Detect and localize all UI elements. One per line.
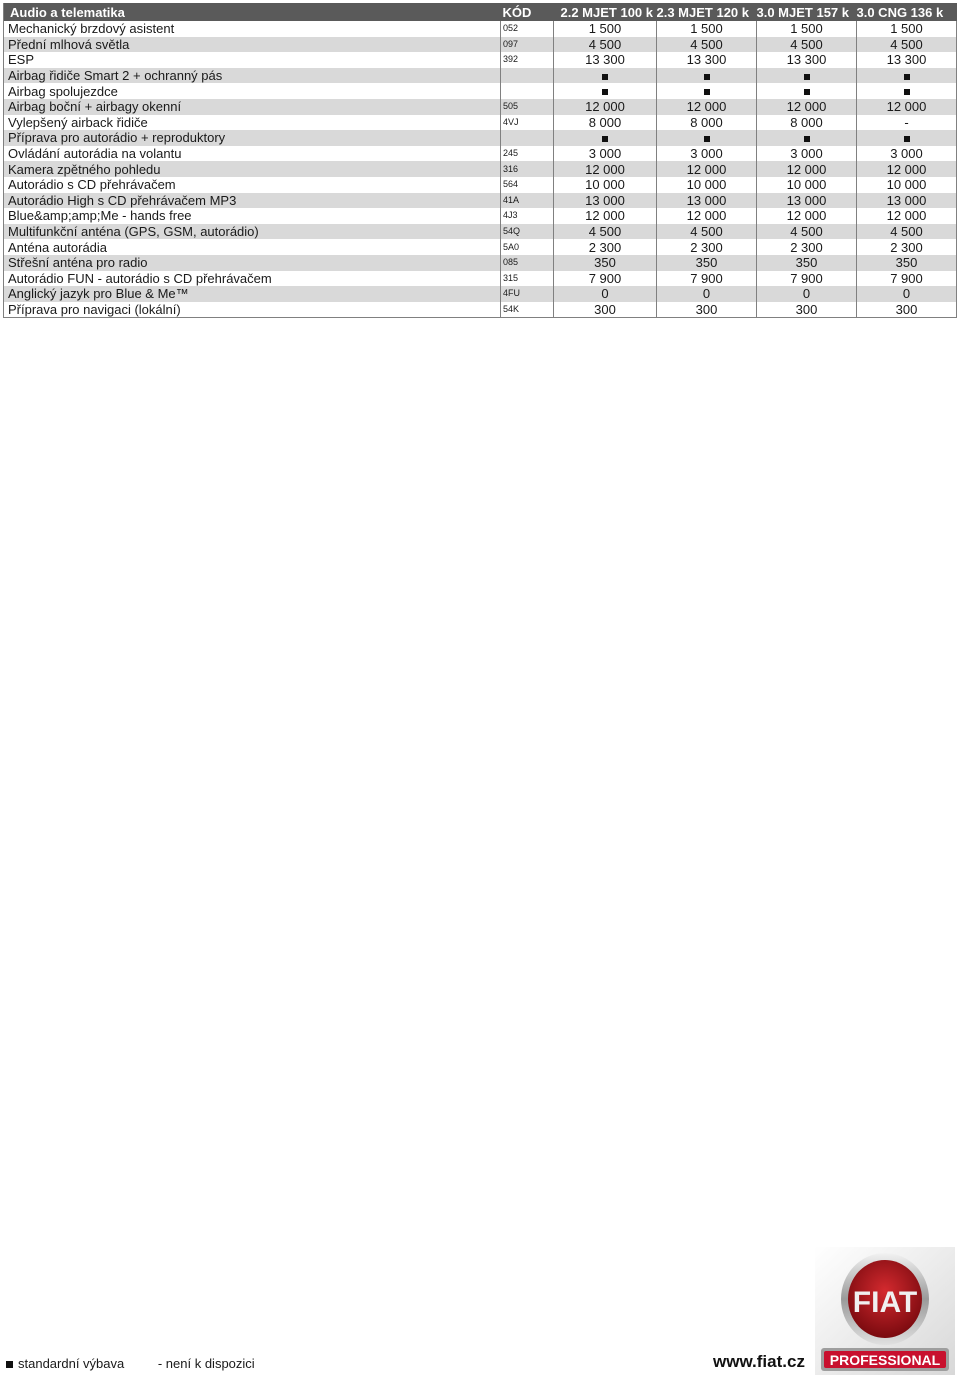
- price-cell: 12 000: [657, 99, 757, 115]
- price-cell: 300: [857, 302, 957, 318]
- row-item-code: 085: [501, 255, 554, 271]
- row-item-name: Autorádio High s CD přehrávačem MP3: [4, 193, 501, 209]
- row-item-code: 097: [501, 37, 554, 53]
- standard-marker-icon: [904, 74, 910, 80]
- header-code: KÓD: [501, 3, 554, 21]
- price-cell: 12 000: [757, 99, 857, 115]
- price-cell: -: [857, 115, 957, 131]
- standard-marker-icon: [602, 89, 608, 95]
- table-row: [4, 255, 957, 271]
- row-item-name: Příprava pro navigaci (lokální): [4, 302, 501, 318]
- row-item-code: 54K: [501, 302, 554, 318]
- row-item-code: 564: [501, 177, 554, 193]
- standard-equipment-cell: [857, 83, 957, 99]
- table-row: [4, 286, 957, 302]
- price-cell: 2 300: [857, 239, 957, 255]
- price-cell: 4 500: [857, 224, 957, 240]
- standard-marker-icon: [602, 74, 608, 80]
- standard-equipment-cell: [857, 130, 957, 146]
- row-item-name: Blue&amp;amp;Me - hands free: [4, 208, 501, 224]
- table-row: [4, 52, 957, 68]
- standard-equipment-cell: [657, 68, 757, 84]
- price-cell: 12 000: [554, 161, 657, 177]
- table-row: [4, 21, 957, 37]
- price-cell: 13 000: [757, 193, 857, 209]
- website-link[interactable]: www.fiat.cz: [713, 1352, 805, 1371]
- standard-equipment-cell: [657, 130, 757, 146]
- price-cell: 7 900: [657, 271, 757, 287]
- price-cell: 4 500: [757, 224, 857, 240]
- row-item-code: [501, 83, 554, 99]
- table-row: [4, 302, 957, 318]
- row-item-code: 392: [501, 52, 554, 68]
- table-row: [4, 146, 957, 162]
- standard-equipment-cell: [554, 83, 657, 99]
- table-row: [4, 208, 957, 224]
- price-cell: 0: [554, 286, 657, 302]
- price-cell: 2 300: [757, 239, 857, 255]
- price-cell: 2 300: [554, 239, 657, 255]
- row-item-name: Kamera zpětného pohledu: [4, 161, 501, 177]
- row-item-name: Anténa autorádia: [4, 239, 501, 255]
- table-row: [4, 239, 957, 255]
- price-cell: 13 000: [554, 193, 657, 209]
- price-cell: 3 000: [554, 146, 657, 162]
- price-cell: 3 000: [757, 146, 857, 162]
- header-engine-4: 3.0 CNG 136 k: [857, 3, 957, 21]
- price-cell: 7 900: [757, 271, 857, 287]
- table-row: [4, 115, 957, 131]
- price-cell: 12 000: [857, 161, 957, 177]
- price-cell: 300: [657, 302, 757, 318]
- row-item-code: 41A: [501, 193, 554, 209]
- table-row: [4, 193, 957, 209]
- fiat-professional-logo: [815, 1247, 955, 1375]
- price-cell: 350: [757, 255, 857, 271]
- standard-marker-icon: [704, 89, 710, 95]
- standard-equipment-cell: [554, 68, 657, 84]
- price-cell: 12 000: [554, 208, 657, 224]
- price-cell: 350: [657, 255, 757, 271]
- price-cell: 300: [757, 302, 857, 318]
- row-item-code: 052: [501, 21, 554, 37]
- price-table: [3, 3, 957, 318]
- table-row: [4, 177, 957, 193]
- legend-standard-label: standardní výbava: [18, 1355, 125, 1371]
- standard-equipment-cell: [757, 83, 857, 99]
- standard-equipment-cell: [857, 68, 957, 84]
- row-item-name: Autorádio s CD přehrávačem: [4, 177, 501, 193]
- price-cell: 8 000: [554, 115, 657, 131]
- price-cell: 0: [657, 286, 757, 302]
- row-item-name: Přední mlhová světla: [4, 37, 501, 53]
- legend-standard: [6, 1356, 124, 1372]
- header-engine-2: 2.3 MJET 120 k: [657, 3, 757, 21]
- price-cell: 13 300: [554, 52, 657, 68]
- price-cell: 3 000: [857, 146, 957, 162]
- price-cell: 8 000: [757, 115, 857, 131]
- legend-not-available: - není k dispozici: [157, 1355, 255, 1371]
- price-cell: 13 000: [857, 193, 957, 209]
- standard-equipment-cell: [657, 83, 757, 99]
- price-cell: 350: [554, 255, 657, 271]
- price-cell: 350: [857, 255, 957, 271]
- standard-marker-icon: [602, 136, 608, 142]
- table-row: [4, 161, 957, 177]
- standard-marker-icon: [904, 136, 910, 142]
- price-cell: 4 500: [657, 224, 757, 240]
- row-item-code: 4VJ: [501, 115, 554, 131]
- header-engine-1: 2.2 MJET 100 k: [554, 3, 657, 21]
- header-category: Audio a telematika: [4, 3, 501, 21]
- price-cell: 12 000: [657, 161, 757, 177]
- row-item-code: 315: [501, 271, 554, 287]
- row-item-name: Airbag boční + airbagy okenní: [4, 99, 501, 115]
- price-cell: 1 500: [757, 21, 857, 37]
- table-row: [4, 68, 957, 84]
- table-row: [4, 99, 957, 115]
- standard-equipment-cell: [757, 68, 857, 84]
- table-row: [4, 83, 957, 99]
- table-header-row: [4, 3, 957, 21]
- row-item-name: Vylepšený airback řidiče: [4, 115, 501, 131]
- row-item-name: Multifunkční anténa (GPS, GSM, autorádio): [4, 224, 501, 240]
- legend: [6, 1355, 255, 1371]
- price-cell: 3 000: [657, 146, 757, 162]
- standard-marker-icon: [804, 74, 810, 80]
- row-item-name: Autorádio FUN - autorádio s CD přehrávačem: [4, 271, 501, 287]
- row-item-name: ESP: [4, 52, 501, 68]
- standard-marker-icon: [704, 136, 710, 142]
- table-row: [4, 130, 957, 146]
- standard-equipment-cell: [757, 130, 857, 146]
- table-row: [4, 224, 957, 240]
- price-cell: 12 000: [554, 99, 657, 115]
- row-item-code: 505: [501, 99, 554, 115]
- price-cell: 10 000: [757, 177, 857, 193]
- price-cell: 4 500: [657, 37, 757, 53]
- price-cell: 12 000: [857, 99, 957, 115]
- price-cell: 8 000: [657, 115, 757, 131]
- row-item-code: 4FU: [501, 286, 554, 302]
- price-cell: 10 000: [657, 177, 757, 193]
- price-cell: 0: [857, 286, 957, 302]
- price-cell: 7 900: [857, 271, 957, 287]
- row-item-name: Příprava pro autorádio + reproduktory: [4, 130, 501, 146]
- price-cell: 10 000: [554, 177, 657, 193]
- price-cell: 7 900: [554, 271, 657, 287]
- price-cell: 12 000: [757, 208, 857, 224]
- logo-badge-text: PROFESSIONAL: [829, 1352, 941, 1368]
- price-cell: 10 000: [857, 177, 957, 193]
- price-cell: 300: [554, 302, 657, 318]
- price-cell: 12 000: [657, 208, 757, 224]
- row-item-name: Airbag řidiče Smart 2 + ochranný pás: [4, 68, 501, 84]
- price-cell: 1 500: [857, 21, 957, 37]
- price-cell: 13 300: [757, 52, 857, 68]
- row-item-code: [501, 68, 554, 84]
- header-engine-3: 3.0 MJET 157 k: [757, 3, 857, 21]
- standard-marker-icon: [804, 136, 810, 142]
- price-cell: 13 000: [657, 193, 757, 209]
- row-item-name: Airbag spolujezdce: [4, 83, 501, 99]
- price-cell: 12 000: [857, 208, 957, 224]
- price-cell: 4 500: [757, 37, 857, 53]
- row-item-name: Ovládání autorádia na volantu: [4, 146, 501, 162]
- row-item-code: 54Q: [501, 224, 554, 240]
- price-cell: 4 500: [857, 37, 957, 53]
- price-cell: 13 300: [657, 52, 757, 68]
- row-item-name: Anglický jazyk pro Blue & Me™: [4, 286, 501, 302]
- standard-marker-icon: [704, 74, 710, 80]
- standard-marker-icon: [904, 89, 910, 95]
- price-cell: 1 500: [554, 21, 657, 37]
- price-cell: 13 300: [857, 52, 957, 68]
- logo-brand-text: FIAT: [852, 1286, 918, 1319]
- price-cell: 12 000: [757, 161, 857, 177]
- standard-marker-icon: [804, 89, 810, 95]
- row-item-code: [501, 130, 554, 146]
- standard-equipment-cell: [554, 130, 657, 146]
- row-item-code: 245: [501, 146, 554, 162]
- standard-marker-icon: [6, 1361, 13, 1368]
- row-item-name: Mechanický brzdový asistent: [4, 21, 501, 37]
- table-row: [4, 271, 957, 287]
- row-item-code: 316: [501, 161, 554, 177]
- row-item-name: Střešní anténa pro radio: [4, 255, 501, 271]
- table-row: [4, 37, 957, 53]
- price-cell: 0: [757, 286, 857, 302]
- row-item-code: 4J3: [501, 208, 554, 224]
- row-item-code: 5A0: [501, 239, 554, 255]
- price-cell: 1 500: [657, 21, 757, 37]
- price-cell: 4 500: [554, 37, 657, 53]
- price-cell: 4 500: [554, 224, 657, 240]
- price-cell: 2 300: [657, 239, 757, 255]
